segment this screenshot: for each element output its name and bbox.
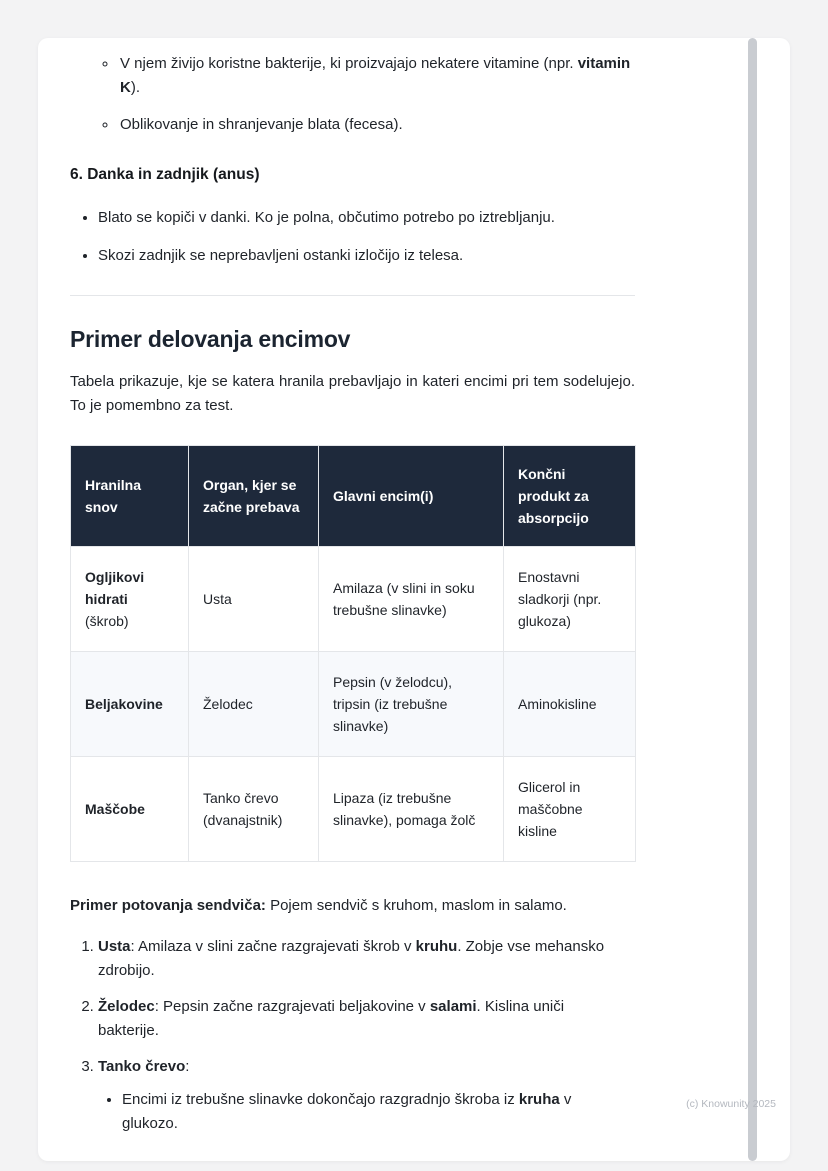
table-header-cell: Končni produkt za absorpcijo	[504, 446, 636, 547]
table-cell-product: Aminokisline	[504, 652, 636, 757]
list-item-step	[98, 995, 615, 1043]
table-header-cell: Hranilna snov	[71, 446, 189, 547]
page-title: Primer delovanja encimov	[70, 326, 351, 352]
table-cell-enzyme: Lipaza (iz trebušne slinavke), pomaga žolč	[319, 757, 504, 862]
table-cell-product: Glicerol in maščobne kisline	[504, 757, 636, 862]
bold-text: Maščobe	[85, 801, 145, 817]
table-cell-enzyme: Amilaza (v slini in soku trebušne slinavke)	[319, 547, 504, 652]
bold-text: Tanko črevo	[98, 1058, 186, 1075]
list-item: • Blato se kopiči v danki. Ko je polna, občutimo potrebo po iztrebljanju.	[98, 206, 635, 230]
table-row	[71, 652, 636, 757]
sandwich-steps-list	[70, 935, 615, 1136]
text-segment: . Zobje vse mehansko zdrobijo.	[98, 938, 605, 979]
text-segment: : Pepsin začne razgrajevati beljakovine v	[154, 998, 430, 1015]
section-heading-anus: 6. Danka in zadnjik (anus)	[70, 166, 260, 183]
text-segment: v glukozo.	[122, 1091, 572, 1132]
table-cell-nutrient	[71, 652, 189, 757]
table-cell-nutrient	[71, 757, 189, 862]
document-page	[38, 38, 790, 1161]
anus-bullet-list	[70, 206, 635, 268]
table-cell-product: Enostavni sladkorji (npr. glukoza)	[504, 547, 636, 652]
section-divider	[70, 295, 635, 296]
bold-text: kruhu	[415, 938, 458, 955]
table-row	[71, 757, 636, 862]
text-segment: . Kislina uniči bakterije.	[98, 998, 565, 1039]
copyright-watermark: (c) Knowunity 2025	[686, 1098, 776, 1110]
list-item	[122, 1088, 615, 1136]
enzymes-table	[70, 445, 636, 862]
bold-text: Želodec	[98, 998, 155, 1015]
bold-text: kruha	[518, 1091, 560, 1108]
table-cell-enzyme: Pepsin (v želodcu), tripsin (iz trebušne slinavke)	[319, 652, 504, 757]
table-cell-organ: Želodec	[189, 652, 319, 757]
bold-text: Ogljikovi hidrati	[85, 569, 145, 607]
text-segment: (škrob)	[85, 613, 129, 629]
text-segment: Oblikovanje in shranjevanje blata (fecesa).	[120, 116, 403, 133]
bold-text: vitamin K	[120, 55, 631, 96]
bold-text: Beljakovine	[85, 696, 163, 712]
text-segment: : Amilaza v slini začne razgrajevati škrob v	[130, 938, 416, 955]
bold-text: Usta	[98, 938, 131, 955]
bold-text: Primer potovanja sendviča:	[70, 897, 266, 914]
colon-function-sublist	[70, 52, 635, 137]
list-item: • Skozi zadnjik se neprebavljeni ostanki izločijo iz telesa.	[98, 244, 635, 268]
table-row	[71, 547, 636, 652]
table-cell-nutrient	[71, 547, 189, 652]
text-segment: Encimi iz trebušne slinavke dokončajo razgradnjo škroba iz	[122, 1091, 519, 1108]
text-segment: Pojem sendvič s kruhom, maslom in salamo.	[265, 897, 567, 914]
table-header-cell: Organ, kjer se začne prebava	[189, 446, 319, 547]
list-item-step	[98, 1055, 615, 1136]
list-item-step	[98, 935, 615, 983]
table-header-cell: Glavni encim(i)	[319, 446, 504, 547]
step3-sublist	[98, 1088, 615, 1136]
text-segment: ).	[130, 79, 141, 96]
sandwich-example-lead	[70, 894, 635, 918]
document-content	[38, 38, 635, 1136]
list-item	[118, 52, 635, 100]
scrollbar[interactable]	[748, 38, 757, 1161]
list-item	[118, 113, 635, 137]
text-segment: V njem živijo koristne bakterije, ki proizvajajo nekatere vitamine (npr.	[120, 55, 578, 72]
table-cell-organ: Usta	[189, 547, 319, 652]
text-segment: :	[185, 1058, 190, 1075]
table-cell-organ: Tanko črevo (dvanajstnik)	[189, 757, 319, 862]
table-header-row	[71, 446, 636, 547]
intro-paragraph: Tabela prikazuje, kje se katera hranila prebavljajo in kateri encimi pri tem sodelujejo. To je pomembno za test.	[70, 373, 635, 414]
bold-text: salami	[429, 998, 477, 1015]
